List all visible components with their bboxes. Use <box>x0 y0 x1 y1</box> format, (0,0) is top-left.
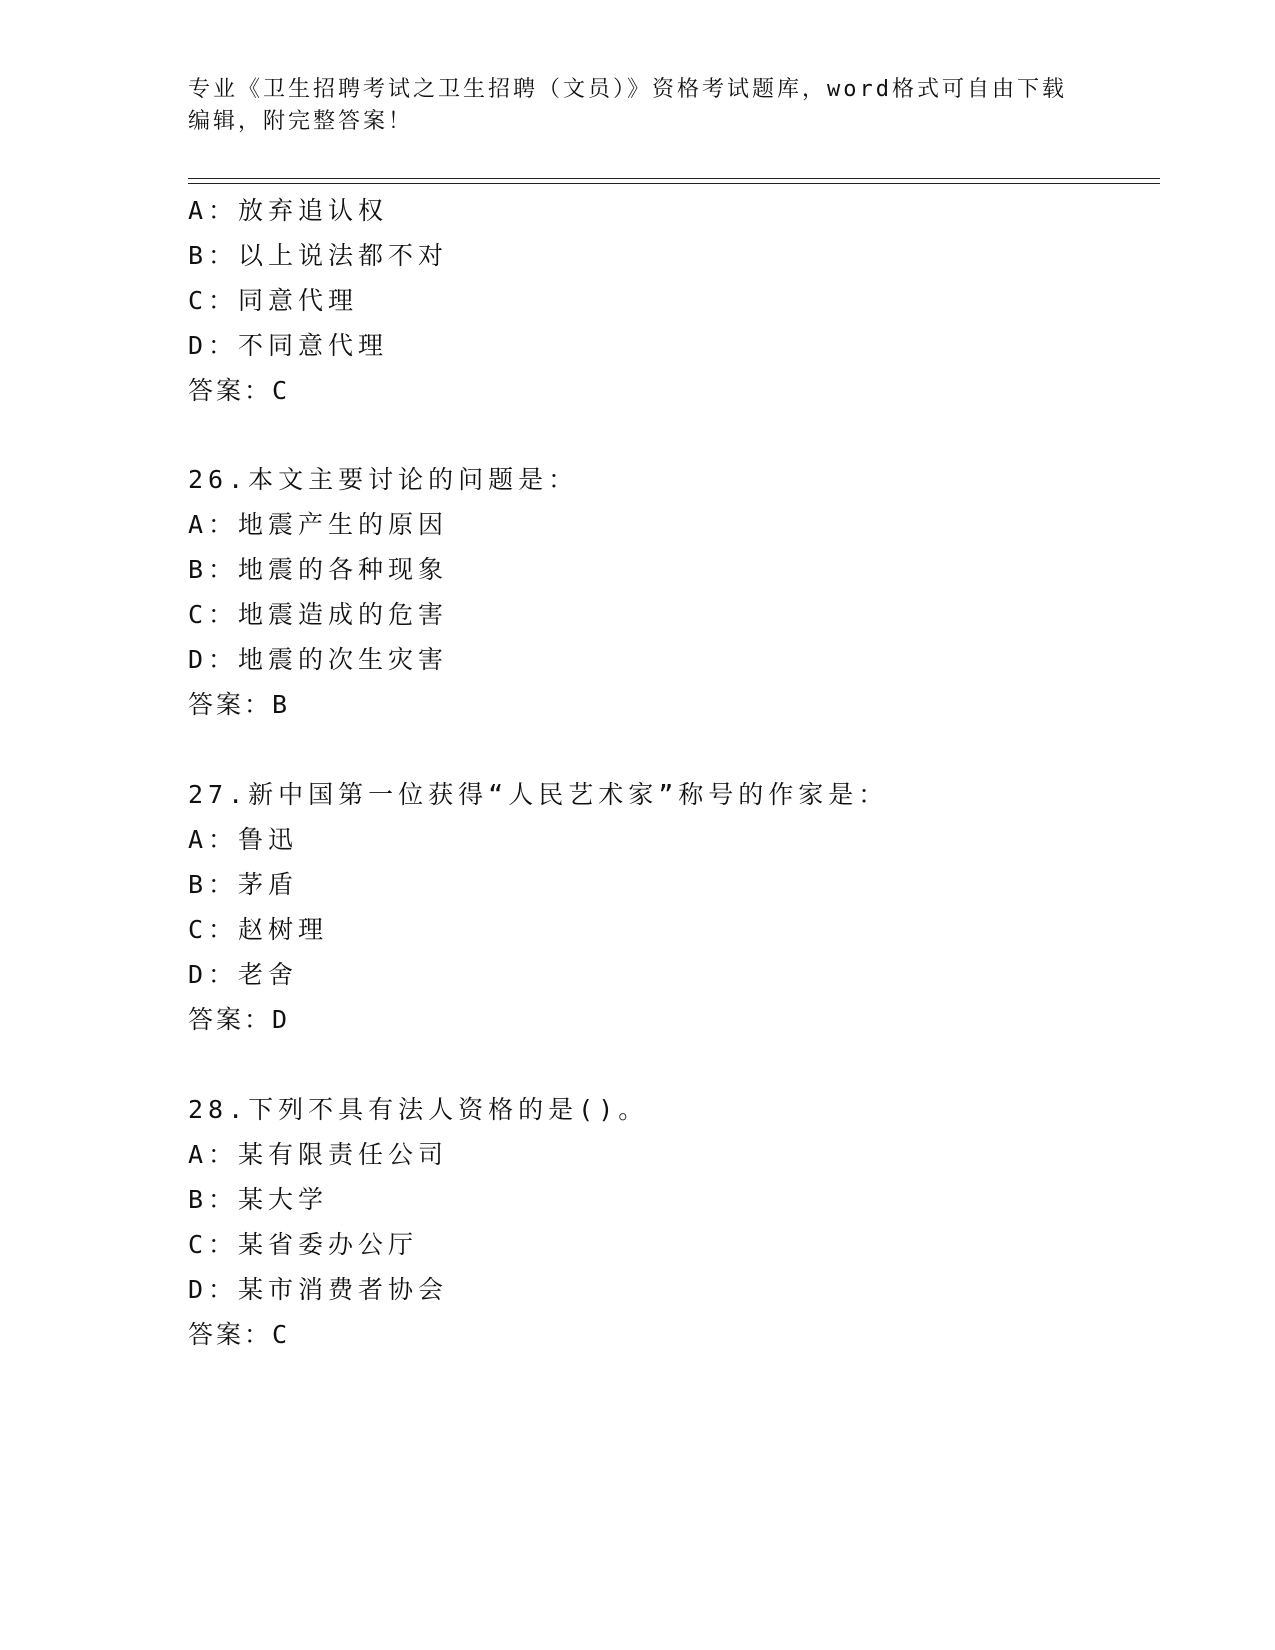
q26-question: 26.本文主要讨论的问题是： <box>188 465 579 494</box>
q28-option-b: B：某大学 <box>188 1185 329 1214</box>
q25-option-c: C：同意代理 <box>188 286 359 315</box>
document-header <box>188 74 1088 138</box>
q28-option-a: A：某有限责任公司 <box>188 1140 449 1169</box>
answer-label: 答案： <box>188 1005 273 1034</box>
q26-option-b: B：地震的各种现象 <box>188 555 449 584</box>
q26-option-a: A：地震产生的原因 <box>188 510 449 539</box>
header-line-1: 专业《卫生招聘考试之卫生招聘（文员）》资格考试题库，word格式可自由下载 <box>188 77 1067 102</box>
answer-value: C <box>272 1320 291 1349</box>
q28-question: 28.下列不具有法人资格的是()。 <box>188 1095 649 1124</box>
q27-option-b: B：茅盾 <box>188 870 299 899</box>
header-line-2: 编辑，附完整答案！ <box>188 109 414 134</box>
answer-value: C <box>272 376 291 405</box>
q26-option-d: D：地震的次生灾害 <box>188 645 449 674</box>
answer-label: 答案： <box>188 1320 273 1349</box>
q25-answer <box>188 375 290 407</box>
q28-option-d: D：某市消费者协会 <box>188 1275 449 1304</box>
q28-answer <box>188 1319 290 1351</box>
q27-option-c: C：赵树理 <box>188 915 329 944</box>
answer-label: 答案： <box>188 690 273 719</box>
q25-option-d: D：不同意代理 <box>188 331 389 360</box>
q27-answer <box>188 1004 290 1036</box>
q28-option-c: C：某省委办公厅 <box>188 1230 419 1259</box>
q26-option-c: C：地震造成的危害 <box>188 600 449 629</box>
q25-option-a: A：放弃追认权 <box>188 196 389 225</box>
q27-option-d: D：老舍 <box>188 960 299 989</box>
header-divider-bottom <box>188 183 1160 184</box>
answer-label: 答案： <box>188 376 273 405</box>
answer-value: B <box>272 690 291 719</box>
answer-value: D <box>272 1005 291 1034</box>
q26-answer <box>188 689 290 721</box>
q27-option-a: A：鲁迅 <box>188 825 299 854</box>
q25-option-b: B：以上说法都不对 <box>188 241 449 270</box>
q27-question: 27.新中国第一位获得“人民艺术家”称号的作家是： <box>188 780 889 809</box>
header-divider-top <box>188 178 1160 179</box>
